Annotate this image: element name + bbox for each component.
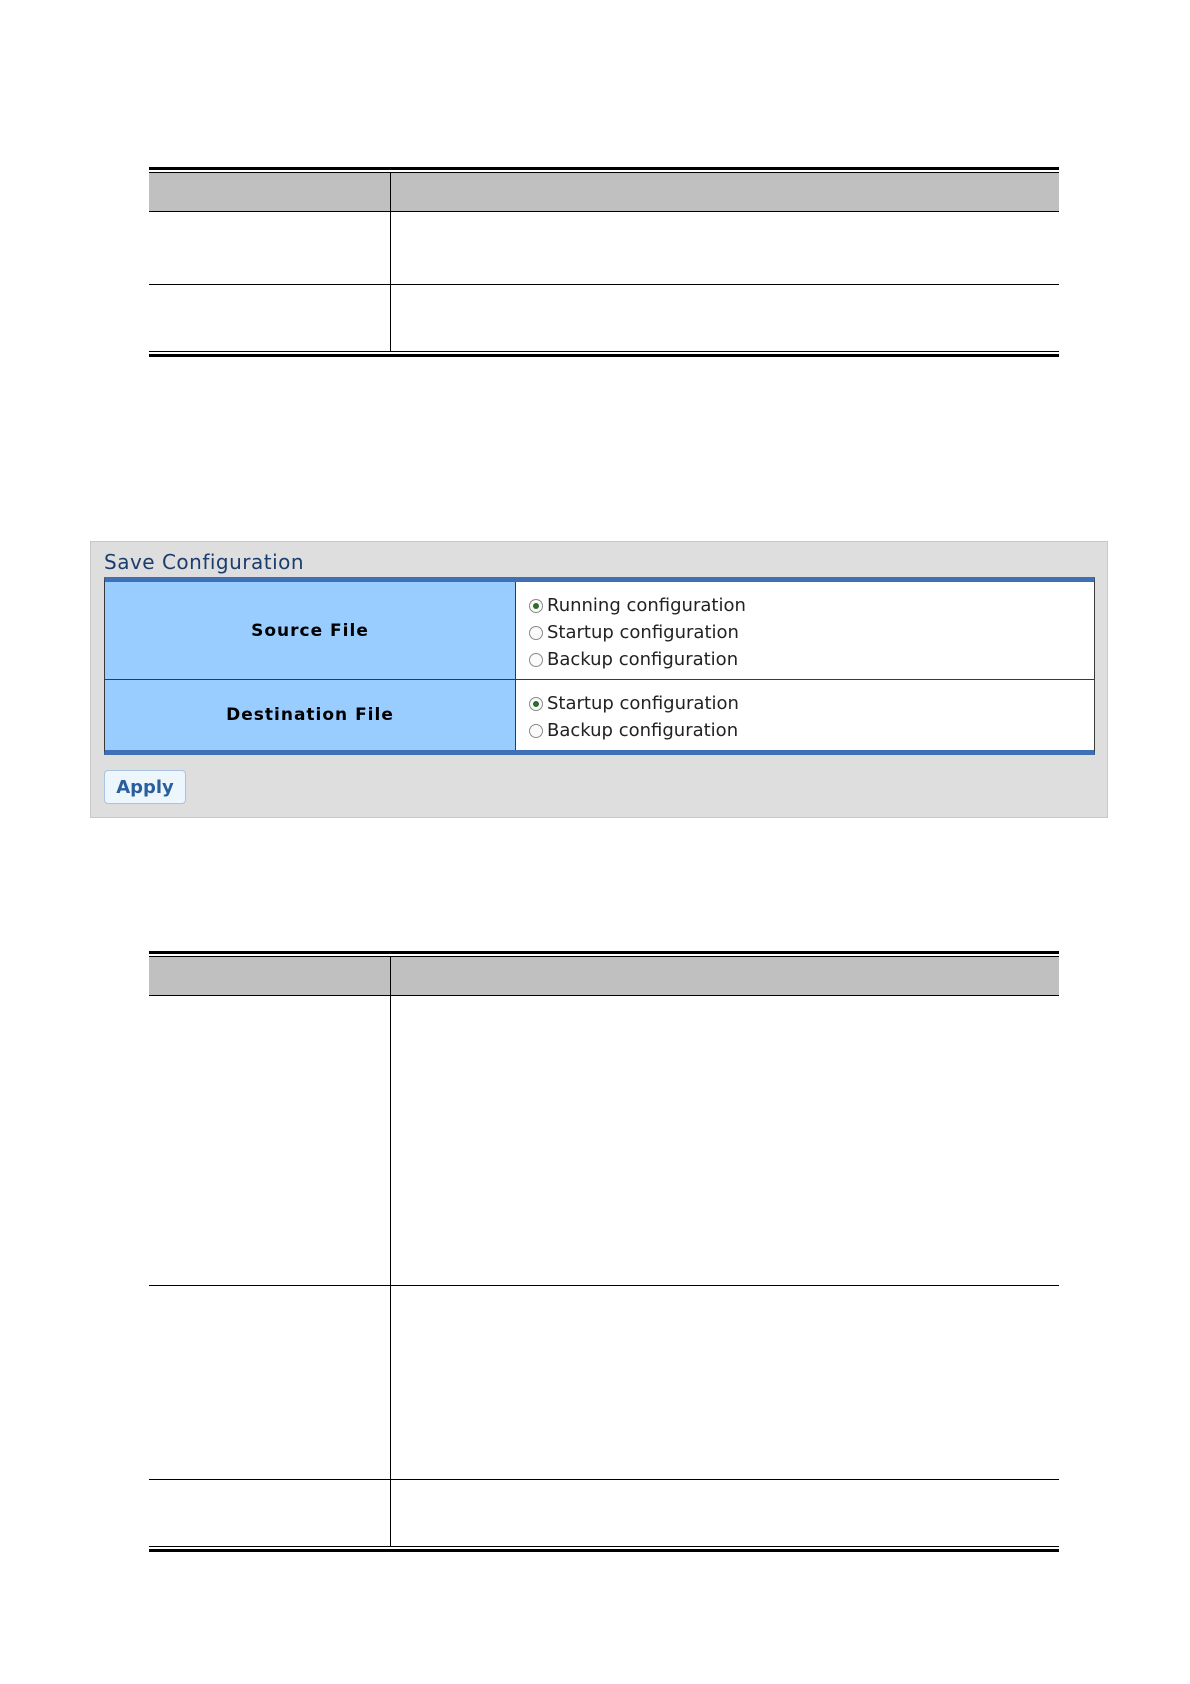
doc-table-top — [149, 167, 1059, 357]
source-option-backup[interactable] — [529, 646, 1094, 673]
table-row — [149, 212, 1059, 285]
table-header-row — [149, 173, 1059, 212]
table-bottom-rule — [149, 351, 1059, 357]
source-option-running[interactable] — [529, 592, 1094, 619]
table-cell — [391, 996, 1059, 1285]
option-label: Startup configuration — [547, 693, 739, 714]
table-header-cell — [391, 957, 1059, 995]
table-cell — [391, 1286, 1059, 1479]
destination-file-row — [105, 679, 1094, 750]
option-label: Running configuration — [547, 595, 746, 616]
table-header-cell — [149, 957, 391, 995]
table-row — [149, 996, 1059, 1286]
destination-option-backup[interactable] — [529, 717, 1094, 744]
apply-button[interactable]: Apply — [104, 770, 186, 804]
panel-title: Save Configuration — [104, 550, 305, 574]
table-cell — [149, 212, 391, 284]
option-label: Startup configuration — [547, 622, 739, 643]
radio-selected-icon[interactable] — [529, 697, 543, 711]
table-cell — [391, 212, 1059, 284]
table-cell — [149, 996, 391, 1285]
table-row — [149, 1286, 1059, 1480]
table-header-cell — [149, 173, 391, 211]
table-cell — [149, 285, 391, 351]
destination-file-options — [516, 680, 1094, 750]
table-row — [149, 285, 1059, 351]
source-file-label: Source File — [105, 582, 516, 679]
radio-selected-icon[interactable] — [529, 599, 543, 613]
radio-icon[interactable] — [529, 626, 543, 640]
doc-table-bottom — [149, 951, 1059, 1552]
source-file-options — [516, 582, 1094, 679]
save-configuration-panel — [90, 541, 1108, 818]
save-configuration-table — [104, 577, 1095, 755]
source-file-row — [105, 582, 1094, 679]
table-header-cell — [391, 173, 1059, 211]
table-cell — [391, 1480, 1059, 1546]
table-cell — [149, 1480, 391, 1546]
destination-option-startup[interactable] — [529, 690, 1094, 717]
table-cell — [391, 285, 1059, 351]
source-option-startup[interactable] — [529, 619, 1094, 646]
option-label: Backup configuration — [547, 649, 739, 670]
radio-icon[interactable] — [529, 653, 543, 667]
destination-file-label: Destination File — [105, 680, 516, 750]
table-cell — [149, 1286, 391, 1479]
table-bottom-rule — [149, 1546, 1059, 1552]
table-row — [149, 1480, 1059, 1546]
option-label: Backup configuration — [547, 720, 739, 741]
table-header-row — [149, 957, 1059, 996]
radio-icon[interactable] — [529, 724, 543, 738]
